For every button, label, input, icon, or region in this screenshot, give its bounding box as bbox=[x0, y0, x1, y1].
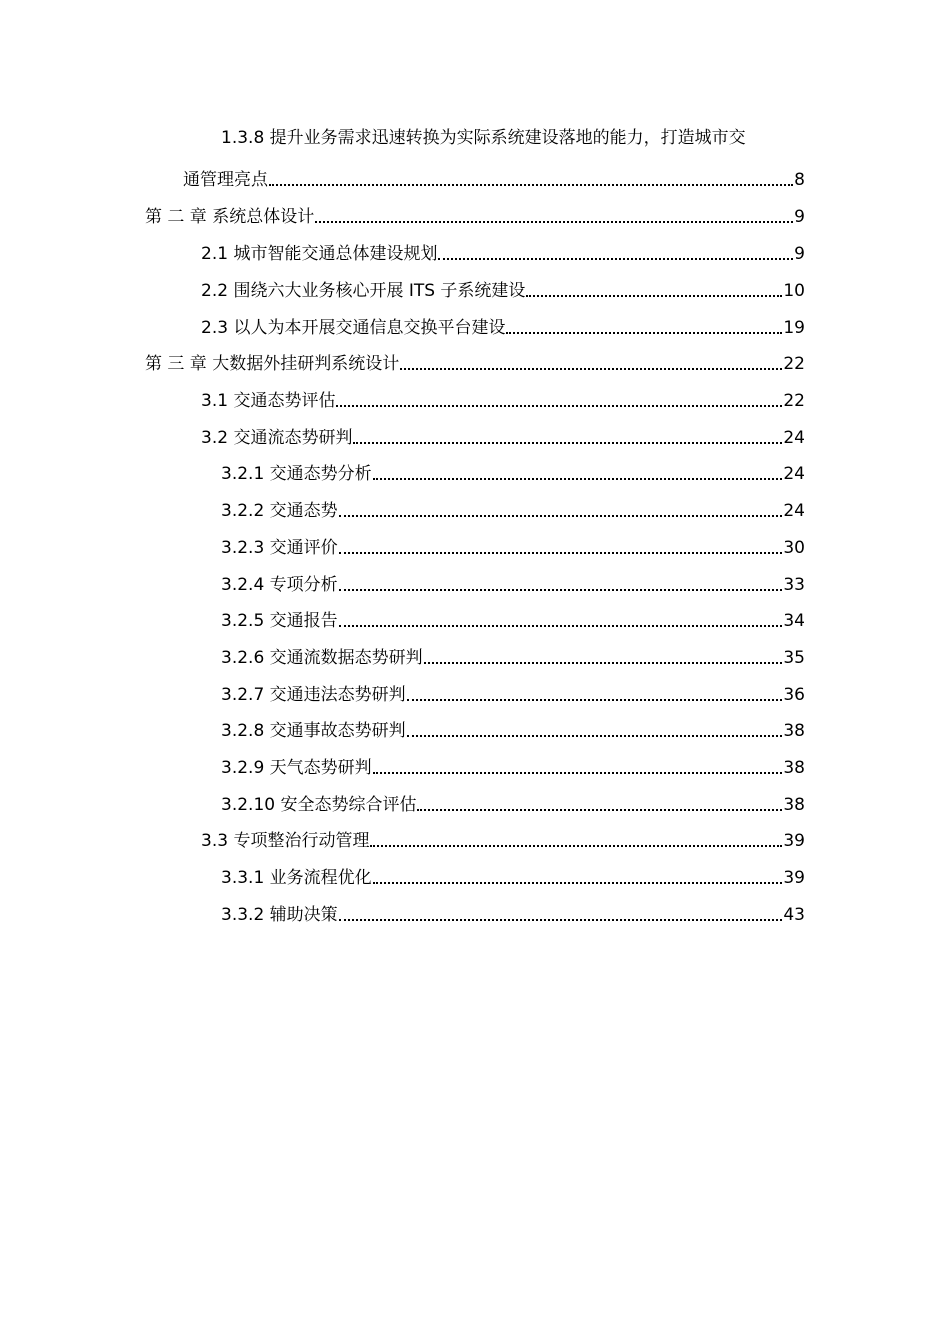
toc-entry-2-3[interactable] bbox=[201, 312, 805, 338]
toc-entry-2-2[interactable] bbox=[201, 275, 805, 301]
toc-entry-title: 第 二 章 系统总体设计 bbox=[145, 207, 315, 227]
dot-leader bbox=[339, 919, 783, 921]
dot-leader bbox=[339, 625, 783, 627]
toc-entry-3-2-9[interactable] bbox=[221, 752, 805, 778]
dot-leader bbox=[400, 368, 782, 370]
dot-leader bbox=[438, 258, 793, 260]
toc-entry-3-2-3[interactable] bbox=[221, 532, 805, 558]
dot-leader bbox=[339, 552, 783, 554]
dot-leader bbox=[407, 699, 783, 701]
dot-leader bbox=[370, 845, 782, 847]
toc-entry-3-3[interactable] bbox=[201, 825, 805, 851]
toc-entry-page: 9 bbox=[794, 244, 805, 264]
toc-entry-page: 34 bbox=[783, 611, 805, 631]
toc-entry-title: 3.2.1 交通态势分析 bbox=[221, 464, 372, 484]
toc-entry-1-3-8-line2[interactable] bbox=[183, 164, 805, 190]
toc-entry-title: 3.1 交通态势评估 bbox=[201, 391, 336, 411]
dot-leader bbox=[373, 882, 783, 884]
dot-leader bbox=[269, 184, 793, 186]
toc-entry-title: 通管理亮点 bbox=[183, 170, 268, 190]
toc-entry-page: 30 bbox=[783, 538, 805, 558]
toc-entry-title: 3.3.2 辅助决策 bbox=[221, 905, 338, 925]
toc-entry-page: 22 bbox=[783, 354, 805, 374]
toc-entry-title: 3.3.1 业务流程优化 bbox=[221, 868, 372, 888]
toc-entry-page: 39 bbox=[783, 868, 805, 888]
toc-entry-3-1[interactable] bbox=[201, 385, 805, 411]
toc-entry-page: 10 bbox=[783, 281, 805, 301]
dot-leader bbox=[407, 735, 783, 737]
toc-entry-3-2-4[interactable] bbox=[221, 569, 805, 595]
toc-entry-page: 24 bbox=[783, 501, 805, 521]
dot-leader bbox=[526, 295, 782, 297]
toc-entry-title: 3.2.9 天气态势研判 bbox=[221, 758, 372, 778]
toc-entry-page: 38 bbox=[783, 721, 805, 741]
toc-entry-title: 2.2 围绕六大业务核心开展 ITS 子系统建设 bbox=[201, 281, 526, 301]
toc-entry-page: 36 bbox=[783, 685, 805, 705]
toc-entry-title: 第 三 章 大数据外挂研判系统设计 bbox=[145, 354, 400, 374]
dot-leader bbox=[506, 332, 782, 334]
toc-entry-3-3-2[interactable] bbox=[221, 899, 805, 925]
toc-entry-title: 3.2 交通流态势研判 bbox=[201, 428, 353, 448]
toc-entry-3-2-10[interactable] bbox=[221, 789, 805, 815]
toc-entry-title: 3.2.7 交通违法态势研判 bbox=[221, 685, 406, 705]
toc-entry-3-2-1[interactable] bbox=[221, 458, 805, 484]
toc-entry-title: 3.2.8 交通事故态势研判 bbox=[221, 721, 406, 741]
toc-entry-page: 33 bbox=[783, 575, 805, 595]
toc-entry-title: 3.2.5 交通报告 bbox=[221, 611, 338, 631]
toc-entry-3-2-6[interactable] bbox=[221, 642, 805, 668]
dot-leader bbox=[373, 478, 783, 480]
dot-leader bbox=[339, 515, 783, 517]
toc-entry-title: 3.2.10 安全态势综合评估 bbox=[221, 795, 417, 815]
toc-entry-page: 39 bbox=[783, 831, 805, 851]
toc-entry-2-1[interactable] bbox=[201, 238, 805, 264]
toc-entry-3-2[interactable] bbox=[201, 422, 805, 448]
toc-entry-page: 24 bbox=[783, 464, 805, 484]
dot-leader bbox=[336, 405, 782, 407]
dot-leader bbox=[315, 221, 793, 223]
toc-entry-3-2-2[interactable] bbox=[221, 495, 805, 521]
toc-entry-title: 3.2.2 交通态势 bbox=[221, 501, 338, 521]
toc-entry-3-2-8[interactable] bbox=[221, 715, 805, 741]
dot-leader bbox=[353, 442, 782, 444]
toc-entry-chapter-3[interactable] bbox=[145, 348, 805, 374]
toc-entry-page: 38 bbox=[783, 758, 805, 778]
toc-entry-title: 3.2.4 专项分析 bbox=[221, 575, 338, 595]
toc-entry-page: 22 bbox=[783, 391, 805, 411]
toc-entry-title: 3.2.6 交通流数据态势研判 bbox=[221, 648, 423, 668]
toc-entry-page: 35 bbox=[783, 648, 805, 668]
toc-entry-page: 38 bbox=[783, 795, 805, 815]
toc-entry-3-2-5[interactable] bbox=[221, 605, 805, 631]
toc-entry-1-3-8-line1: 1.3.8 提升业务需求迅速转换为实际系统建设落地的能力，打造城市交 bbox=[221, 128, 746, 148]
dot-leader bbox=[373, 772, 783, 774]
dot-leader bbox=[339, 589, 783, 591]
dot-leader bbox=[424, 662, 783, 664]
toc-entry-title: 2.3 以人为本开展交通信息交换平台建设 bbox=[201, 318, 506, 338]
toc-entry-title: 3.3 专项整治行动管理 bbox=[201, 831, 370, 851]
dot-leader bbox=[417, 809, 782, 811]
toc-entry-page: 9 bbox=[794, 207, 805, 227]
toc-entry-page: 24 bbox=[783, 428, 805, 448]
toc-entry-3-2-7[interactable] bbox=[221, 679, 805, 705]
toc-entry-page: 19 bbox=[783, 318, 805, 338]
toc-entry-page: 8 bbox=[794, 170, 805, 190]
toc-entry-title: 2.1 城市智能交通总体建设规划 bbox=[201, 244, 438, 264]
toc-entry-title: 3.2.3 交通评价 bbox=[221, 538, 338, 558]
toc-entry-3-3-1[interactable] bbox=[221, 862, 805, 888]
toc-entry-page: 43 bbox=[783, 905, 805, 925]
toc-entry-chapter-2[interactable] bbox=[145, 201, 805, 227]
